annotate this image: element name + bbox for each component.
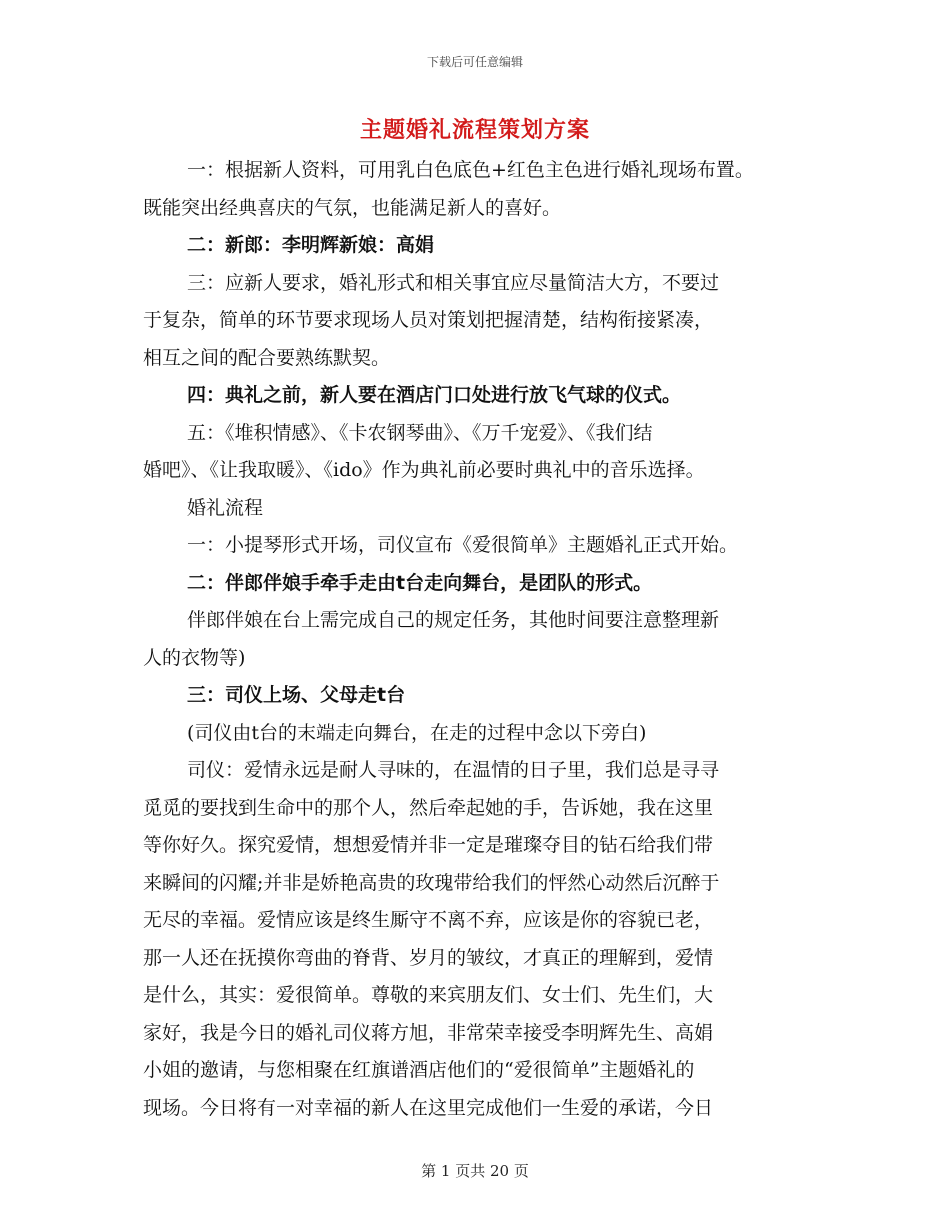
paragraph-line: 现场。今日将有一对幸福的新人在这里完成他们一生爱的承诺，今日 — [143, 1096, 714, 1119]
paragraph — [143, 152, 833, 227]
paragraph-line: 等你好久。探究爱情，想想爱情并非一定是璀璨夺目的钻石给我们带 — [143, 834, 714, 856]
paragraph-line: 是什么，其实：爱很简单。尊敬的来宾朋友们、女士们、先生们，大 — [143, 984, 714, 1006]
paragraph — [143, 527, 833, 565]
paragraph — [143, 602, 833, 677]
paragraph-line: 家好，我是今日的婚礼司仪蒋方旭，非常荣幸接受李明辉先生、高娟 — [143, 1021, 714, 1044]
paragraph — [143, 565, 833, 603]
paragraph-line: 五：《堆积情感》、《卡农钢琴曲》、《万千宠爱》、《我们结 — [187, 421, 653, 444]
paragraph-line: 伴郎伴娘在台上需完成自己的规定任务，其他时间要注意整理新 — [187, 609, 720, 631]
paragraph-line: 既能突出经典喜庆的气氛，也能满足新人的喜好。 — [143, 196, 562, 219]
paragraph — [143, 490, 833, 528]
paragraph — [143, 677, 833, 715]
paragraph-line: 来瞬间的闪耀;并非是娇艳高贵的玫瑰带给我们的怦然心动然后沉醉于 — [143, 871, 720, 894]
paragraph — [143, 415, 833, 490]
paragraph-line: 于复杂，简单的环节要求现场人员对策划把握清楚，结构衔接紧凑， — [143, 309, 714, 331]
document-body — [143, 152, 833, 1127]
paragraph-line: 三：应新人要求，婚礼形式和相关事宜应尽量简洁大方，不要过 — [187, 271, 720, 294]
paragraph-line: 那一人还在抚摸你弯曲的脊背、岁月的皱纹，才真正的理解到，爱情 — [143, 946, 714, 969]
paragraph-line: 司仪：爱情永远是耐人寻味的，在温情的日子里，我们总是寻寻 — [187, 759, 720, 781]
page-footer: 第 1 页共 20 页 — [421, 1162, 529, 1180]
document-title: 主题婚礼流程策划方案 — [359, 118, 590, 143]
paragraph-line: 一：小提琴形式开场，司仪宣布《爱很简单》主题婚礼正式开始。 — [187, 534, 739, 556]
paragraph-line: 小姐的邀请，与您相聚在红旗谱酒店他们的“爱很简单”主题婚礼的 — [143, 1059, 695, 1081]
paragraph — [143, 752, 833, 1127]
paragraph-line: 二：新郎：李明辉新娘：高娟 — [187, 234, 435, 256]
paragraph-line: 相互之间的配合要熟练默契。 — [143, 346, 391, 369]
paragraph-line: 觅觅的要找到生命中的那个人，然后牵起她的手，告诉她，我在这里 — [143, 796, 714, 819]
paragraph-line: 无尽的幸福。爱情应该是终生厮守不离不弃，应该是你的容貌已老， — [143, 909, 714, 931]
paragraph-line: 婚礼流程 — [187, 496, 264, 519]
paragraph-line: 三：司仪上场、父母走t台 — [187, 684, 406, 706]
paragraph — [143, 715, 833, 753]
paragraph-line: 二：伴郎伴娘手牵手走由t台走向舞台，是团队的形式。 — [187, 571, 653, 594]
paragraph — [143, 227, 833, 265]
paragraph-line: 四：典礼之前，新人要在酒店门口处进行放飞气球的仪式。 — [187, 384, 682, 406]
header-note: 下载后可任意编辑 — [426, 55, 523, 69]
paragraph — [143, 265, 833, 378]
paragraph-line: (司仪由t台的末端走向舞台，在走的过程中念以下旁白) — [187, 721, 647, 744]
paragraph-line: 婚吧》、《让我取暖》、《ido》作为典礼前必要时典礼中的音乐选择。 — [143, 459, 705, 481]
paragraph-line: 一：根据新人资料，可用乳白色底色+红色主色进行婚礼现场布置。 — [187, 159, 754, 181]
paragraph — [143, 377, 833, 415]
paragraph-line: 人的衣物等) — [143, 646, 246, 669]
